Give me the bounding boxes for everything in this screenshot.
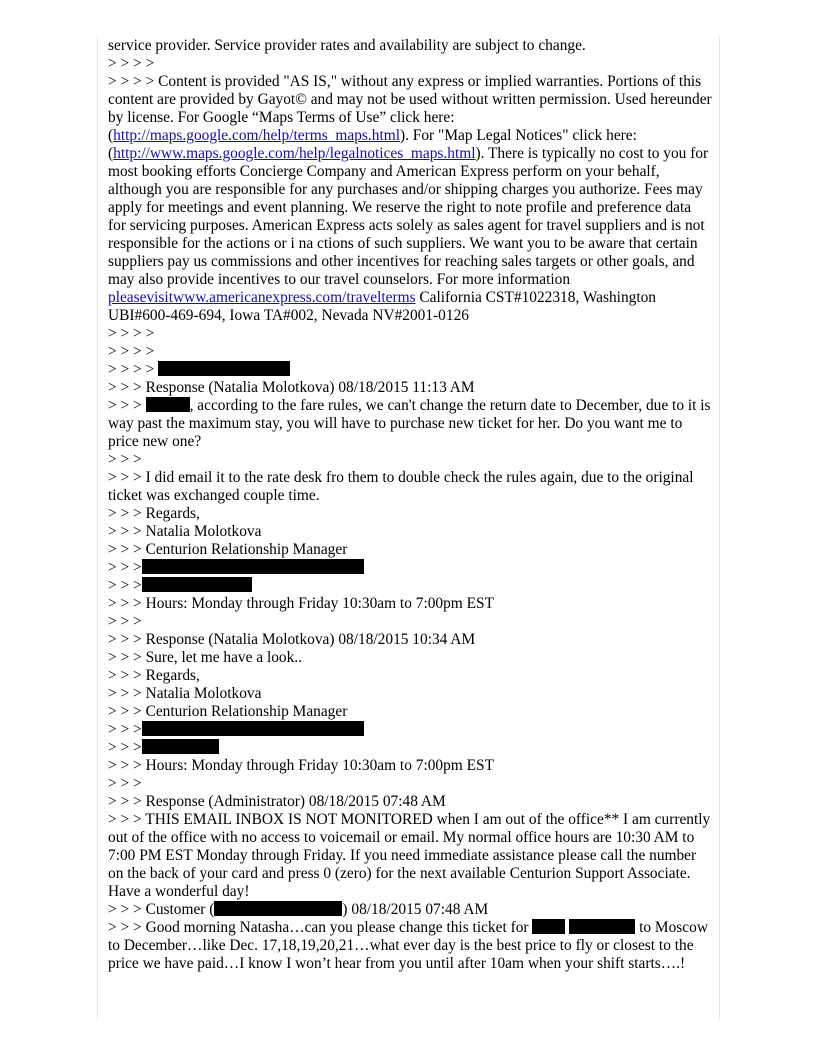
quote-marker-line: > > > > bbox=[108, 55, 155, 72]
redaction-box bbox=[146, 397, 190, 412]
customer-header: > > > Customer ( ) 08/18/2015 07:48 AM bbox=[108, 901, 489, 918]
redacted-line: > > > bbox=[108, 559, 712, 577]
signature-title: > > > Centurion Relationship Manager bbox=[108, 703, 348, 720]
quote-marker-line: > > > > bbox=[108, 343, 155, 360]
redaction-box bbox=[142, 559, 364, 574]
signature-regards: > > > Regards, bbox=[108, 505, 200, 522]
travel-terms-link[interactable]: pleasevisitwww.americanexpress.com/travelterms bbox=[108, 289, 416, 306]
maps-legal-notices-link[interactable]: http://www.maps.google.com/help/legalnotices_maps.html bbox=[113, 145, 476, 162]
redaction-box bbox=[142, 721, 364, 736]
quote-marker-line: > > > bbox=[108, 613, 142, 630]
quote-marker-line: > > > bbox=[108, 775, 142, 792]
redaction-box bbox=[158, 361, 290, 376]
response-body: > > > , according to the fare rules, we can't change the return date to December, due to it is way past the maximum stay, you will have to purchase new ticket for her. Do you want me to price new one? bbox=[108, 397, 711, 450]
office-hours: > > > Hours: Monday through Friday 10:30am to 7:00pm EST bbox=[108, 595, 494, 612]
response-header: > > > Response (Natalia Molotkova) 08/18/2015 11:13 AM bbox=[108, 379, 475, 396]
signature-name: > > > Natalia Molotkova bbox=[108, 685, 262, 702]
quote-marker-line: > > > bbox=[108, 451, 142, 468]
maps-terms-link[interactable]: http://maps.google.com/help/terms_maps.html bbox=[113, 127, 400, 144]
redacted-line: > > > bbox=[108, 739, 712, 757]
redaction-box bbox=[142, 739, 219, 754]
page-margin-rule-right bbox=[719, 37, 720, 1019]
response-header: > > > Response (Natalia Molotkova) 08/18/2015 10:34 AM bbox=[108, 631, 476, 648]
redacted-line: > > > bbox=[108, 721, 712, 739]
legal-disclaimer: > > > > Content is provided "AS IS," without any express or implied warranties. Portions of this content are provided by Gayot© and may not be used without written permission. Used hereunder by license. For Google “Maps Terms of Use” click here: (http://maps.google.com/help/terms_maps.html). For "Map Legal Notices" click here: (http://www.maps.google.com/help/legalnotices_maps.html). There is typically no cost to you for most booking efforts Concierge Company and American Express perform on your behalf, although you are responsible for any purchases and/or shipping charges you authorize. Fees may apply for meetings and event planning. We reserve the right to note profile and preference data for servicing purposes. American Express acts solely as sales agent for travel suppliers and is not responsible for the actions or i na ctions of such suppliers. We want you to be aware that certain suppliers pay us commissions and other incentives for reaching sales targets or other goals, and may also provide incentives to our travel counselors. For more information pleasevisitwww.americanexpress.com/travelterms California CST#1022318, Washington UBI#600-469-694, Iowa TA#002, Nevada NV#2001-0126 bbox=[108, 73, 712, 324]
opening-line: service provider. Service provider rates and availability are subject to change. bbox=[108, 37, 586, 54]
customer-message: > > > Good morning Natasha…can you please change this ticket for to Moscow to December…like Dec. 17,18,19,20,21…what ever day is the best price to fly or closest to the price we have paid…I know I won’t hear from you until after 10am when your shift starts….! bbox=[108, 919, 708, 972]
response-header: > > > Response (Administrator) 08/18/2015 07:48 AM bbox=[108, 793, 446, 810]
redacted-line: > > > > bbox=[108, 361, 712, 379]
redaction-box bbox=[532, 919, 565, 934]
response-body: > > > I did email it to the rate desk fro them to double check the rules again, due to the original ticket was exchanged couple time. bbox=[108, 469, 694, 504]
signature-name: > > > Natalia Molotkova bbox=[108, 523, 262, 540]
signature-regards: > > > Regards, bbox=[108, 667, 200, 684]
response-body: > > > Sure, let me have a look.. bbox=[108, 649, 303, 666]
page-margin-rule-left bbox=[97, 37, 98, 1019]
signature-title: > > > Centurion Relationship Manager bbox=[108, 541, 348, 558]
auto-reply-body: > > > THIS EMAIL INBOX IS NOT MONITORED when I am out of the office** I am currently out of the office with no access to voicemail or email. My normal office hours are 10:30 AM to 7:00 PM EST Monday through Friday. If you need immediate assistance please call the number on the back of your card and press 0 (zero) for the next available Centurion Support Associate. Have a wonderful day! bbox=[108, 811, 711, 900]
redaction-box bbox=[142, 577, 252, 592]
redacted-line: > > > bbox=[108, 577, 712, 595]
office-hours: > > > Hours: Monday through Friday 10:30am to 7:00pm EST bbox=[108, 757, 494, 774]
redaction-box bbox=[214, 901, 342, 916]
quote-marker-line: > > > > bbox=[108, 325, 155, 342]
redaction-box bbox=[569, 919, 635, 934]
email-thread-body bbox=[108, 37, 712, 973]
